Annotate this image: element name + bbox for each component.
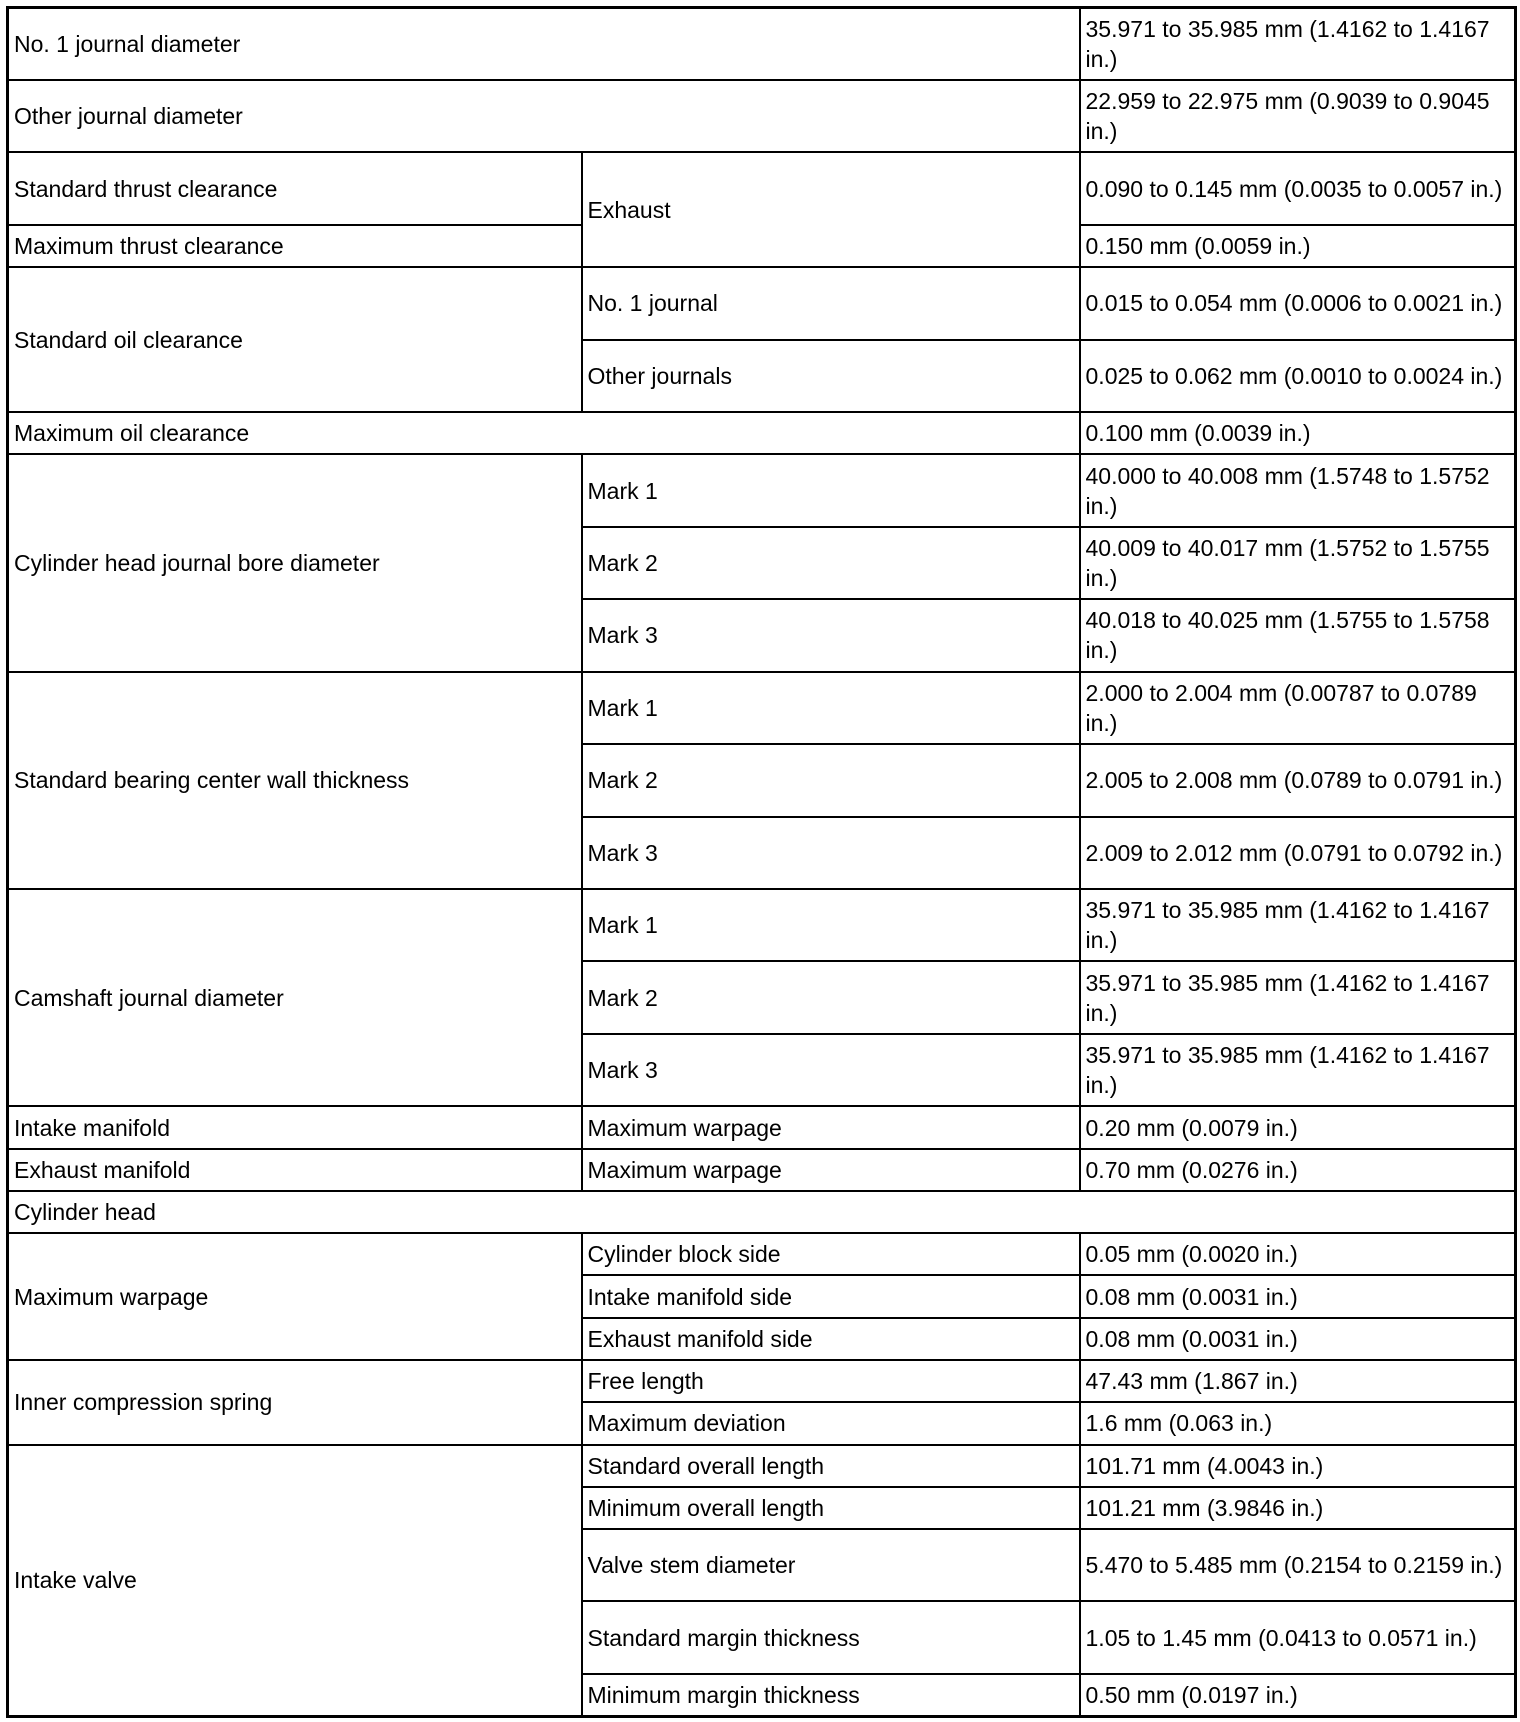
row-label: Standard thrust clearance — [8, 152, 582, 224]
row-sub: Mark 3 — [582, 817, 1080, 889]
row-value: 0.08 mm (0.0031 in.) — [1080, 1318, 1516, 1360]
row-sub: Standard overall length — [582, 1445, 1080, 1487]
row-sub: Valve stem diameter — [582, 1529, 1080, 1601]
row-sub: Maximum deviation — [582, 1402, 1080, 1444]
row-sub: No. 1 journal — [582, 267, 1080, 339]
row-sub: Mark 1 — [582, 454, 1080, 526]
row-value: 101.21 mm (3.9846 in.) — [1080, 1487, 1516, 1529]
table-row — [8, 454, 1516, 526]
row-label: Other journal diameter — [8, 80, 1080, 152]
row-value: 0.05 mm (0.0020 in.) — [1080, 1233, 1516, 1275]
section-heading: Cylinder head — [8, 1191, 1516, 1233]
table-row — [8, 1191, 1516, 1233]
row-value: 0.08 mm (0.0031 in.) — [1080, 1275, 1516, 1317]
row-value: 0.50 mm (0.0197 in.) — [1080, 1674, 1516, 1717]
table-row — [8, 412, 1516, 454]
row-value: 0.20 mm (0.0079 in.) — [1080, 1106, 1516, 1148]
row-sub: Minimum overall length — [582, 1487, 1080, 1529]
row-sub: Free length — [582, 1360, 1080, 1402]
row-label: Camshaft journal diameter — [8, 889, 582, 1106]
row-sub: Intake manifold side — [582, 1275, 1080, 1317]
table-row — [8, 889, 1516, 961]
row-sub: Mark 3 — [582, 1034, 1080, 1106]
table-row — [8, 80, 1516, 152]
row-value: 40.000 to 40.008 mm (1.5748 to 1.5752 in.) — [1080, 454, 1516, 526]
row-value: 101.71 mm (4.0043 in.) — [1080, 1445, 1516, 1487]
row-value: 5.470 to 5.485 mm (0.2154 to 0.2159 in.) — [1080, 1529, 1516, 1601]
row-sub: Mark 2 — [582, 527, 1080, 599]
row-sub: Cylinder block side — [582, 1233, 1080, 1275]
row-value: 0.150 mm (0.0059 in.) — [1080, 225, 1516, 267]
row-sub: Other journals — [582, 340, 1080, 412]
row-label: Maximum oil clearance — [8, 412, 1080, 454]
row-sub: Minimum margin thickness — [582, 1674, 1080, 1717]
row-value: 0.015 to 0.054 mm (0.0006 to 0.0021 in.) — [1080, 267, 1516, 339]
row-value: 0.100 mm (0.0039 in.) — [1080, 412, 1516, 454]
table-row — [8, 1233, 1516, 1275]
row-value: 1.05 to 1.45 mm (0.0413 to 0.0571 in.) — [1080, 1601, 1516, 1673]
row-value: 2.000 to 2.004 mm (0.00787 to 0.0789 in.) — [1080, 672, 1516, 744]
row-value: 35.971 to 35.985 mm (1.4162 to 1.4167 in.) — [1080, 889, 1516, 961]
row-sub: Standard margin thickness — [582, 1601, 1080, 1673]
row-value: 22.959 to 22.975 mm (0.9039 to 0.9045 in.) — [1080, 80, 1516, 152]
row-value: 47.43 mm (1.867 in.) — [1080, 1360, 1516, 1402]
row-label: Standard bearing center wall thickness — [8, 672, 582, 889]
row-label: Maximum thrust clearance — [8, 225, 582, 267]
row-value: 2.009 to 2.012 mm (0.0791 to 0.0792 in.) — [1080, 817, 1516, 889]
row-value: 0.025 to 0.062 mm (0.0010 to 0.0024 in.) — [1080, 340, 1516, 412]
row-value: 35.971 to 35.985 mm (1.4162 to 1.4167 in.) — [1080, 961, 1516, 1033]
table-row — [8, 1445, 1516, 1487]
row-value: 40.018 to 40.025 mm (1.5755 to 1.5758 in.) — [1080, 599, 1516, 671]
row-value: 1.6 mm (0.063 in.) — [1080, 1402, 1516, 1444]
row-label: Maximum warpage — [8, 1233, 582, 1360]
table-row — [8, 8, 1516, 80]
row-value: 35.971 to 35.985 mm (1.4162 to 1.4167 in.) — [1080, 8, 1516, 80]
row-sub: Mark 2 — [582, 744, 1080, 816]
row-value: 2.005 to 2.008 mm (0.0789 to 0.0791 in.) — [1080, 744, 1516, 816]
row-value: 0.090 to 0.145 mm (0.0035 to 0.0057 in.) — [1080, 152, 1516, 224]
row-label: Intake manifold — [8, 1106, 582, 1148]
table-row — [8, 1360, 1516, 1402]
row-sub: Mark 1 — [582, 889, 1080, 961]
row-label: Intake valve — [8, 1445, 582, 1717]
row-label: Inner compression spring — [8, 1360, 582, 1445]
row-sub: Maximum warpage — [582, 1106, 1080, 1148]
table-row — [8, 1149, 1516, 1191]
row-condition: Exhaust — [582, 152, 1080, 267]
row-label: Standard oil clearance — [8, 267, 582, 412]
row-label: Exhaust manifold — [8, 1149, 582, 1191]
table-row — [8, 267, 1516, 339]
row-sub: Mark 3 — [582, 599, 1080, 671]
specification-table — [6, 6, 1517, 1718]
row-label: No. 1 journal diameter — [8, 8, 1080, 80]
row-value: 35.971 to 35.985 mm (1.4162 to 1.4167 in.) — [1080, 1034, 1516, 1106]
row-sub: Exhaust manifold side — [582, 1318, 1080, 1360]
row-sub: Mark 2 — [582, 961, 1080, 1033]
table-row — [8, 672, 1516, 744]
row-value: 0.70 mm (0.0276 in.) — [1080, 1149, 1516, 1191]
row-sub: Mark 1 — [582, 672, 1080, 744]
table-row — [8, 152, 1516, 224]
row-sub: Maximum warpage — [582, 1149, 1080, 1191]
table-row — [8, 1106, 1516, 1148]
row-label: Cylinder head journal bore diameter — [8, 454, 582, 671]
row-value: 40.009 to 40.017 mm (1.5752 to 1.5755 in.) — [1080, 527, 1516, 599]
